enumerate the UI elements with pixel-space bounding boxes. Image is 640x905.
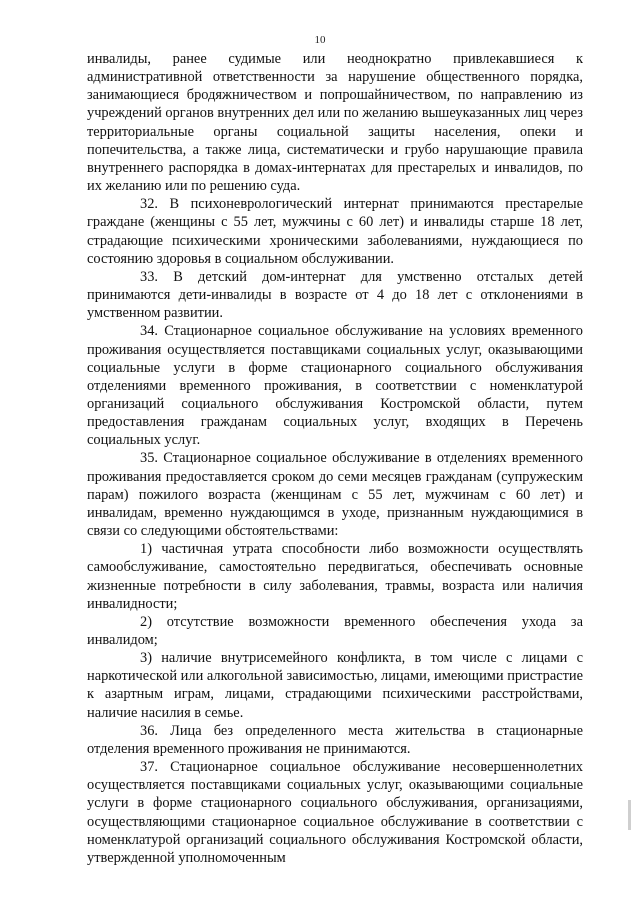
paragraph-33: 33. В детский дом-интернат для умственно отсталых детей принимаются дети-инвалиды в возрасте от 4 до 18 лет с отклонениями в умственном развитии. [87,268,583,322]
scan-edge-mark [628,800,631,830]
list-item-2: 2) отсутствие возможности временного обеспечения ухода за инвалидом; [87,613,583,648]
paragraph-37: 37. Стационарное социальное обслуживание несовершеннолетних осуществляется поставщиками социальных услуг, оказывающими социальные услуги в форме стационарного социального обслуживания, организациями, осуществляющими стационарное социальное обслуживание в соответствии с номенклатурой организаций социального обслуживания Костромской области, утвержденной уполномоченным [87,759,583,866]
paragraph-32: 32. В психоневрологический интернат принимаются престарелые граждане (женщины с 55 лет, мужчины с 60 лет) и инвалиды старше 18 лет, страдающие психическими хроническими заболеваниями, нуждающиеся по состоянию здоровья в социальном обслуживании. [87,196,583,267]
list-item-3: 3) наличие внутрисемейного конфликта, в том числе с лицами с наркотической или алкогольной зависимостью, лицами, имеющими пристрастие к азартным играм, лицами, страдающими психическими расстройствами, наличие насилия в семье. [87,650,583,721]
list-item-1: 1) частичная утрата способности либо возможности осуществлять самообслуживание, самостоятельно передвигаться, обеспечивать основные жизненные потребности в силу заболевания, травмы, возраста или наличия инвалидности; [87,541,583,612]
paragraph-continuation: инвалиды, ранее судимые или неоднократно привлекавшиеся к административной ответственности за нарушение общественного порядка, занимающиеся бродяжничеством и попрошайничеством, по направлению из учреждений органов внутренних дел или по желанию вышеуказанных лиц через территориальные органы социальной защиты населения, опеки и попечительства, а также лица, систематически и грубо нарушающие правила внутреннего распорядка в домах-интернатах для престарелых и инвалидов, по их желанию или по решению суда. [87,51,583,195]
page-number: 10 [314,34,326,46]
paragraph-36: 36. Лица без определенного места жительства в стационарные отделения временного проживания не принимаются. [87,722,583,757]
paragraph-35: 35. Стационарное социальное обслуживание в отделениях временного проживания предоставляется сроком до семи месяцев гражданам (супружеским парам) пожилого возраста (женщинам с 55 лет, мужчинам с 60 лет) и инвалидам, временно нуждающимся в уходе, признанным нуждающимися в связи со следующими обстоятельствами: [87,450,583,540]
paragraph-34: 34. Стационарное социальное обслуживание на условиях временного проживания осуществляется поставщиками социальных услуг, оказывающими социальные услуги в форме стационарного социального обслуживания отделениями временного проживания, в соответствии с номенклатурой организаций социального обслуживания Костромской области, путем предоставления гражданам социальных услуг, входящих в Перечень социальных услуг. [87,323,583,449]
document-body [87,50,583,867]
